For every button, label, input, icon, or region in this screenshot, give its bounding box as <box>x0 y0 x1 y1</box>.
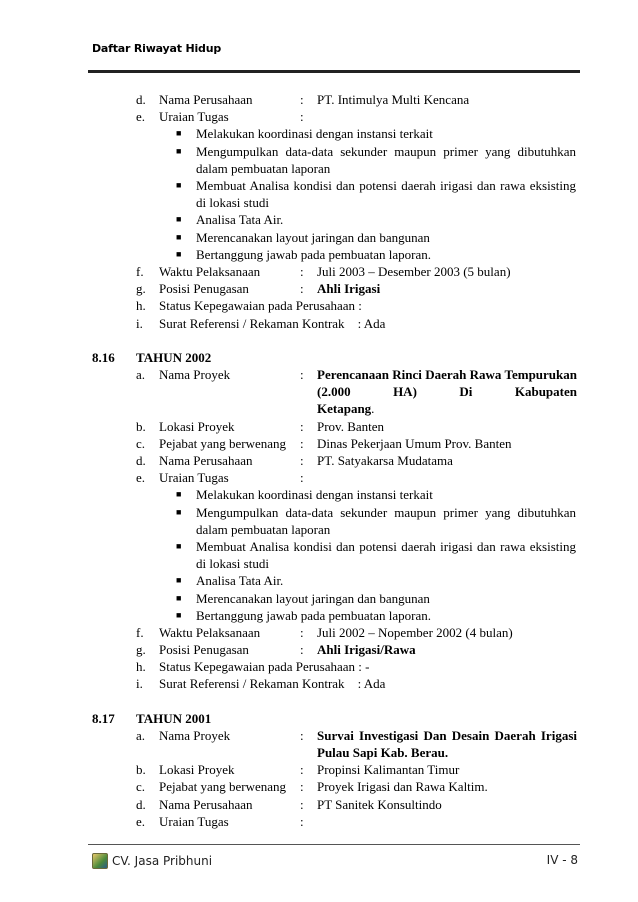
task-bullet-text: Analisa Tata Air. <box>196 212 284 228</box>
entry-project-name <box>0 366 638 418</box>
task-bullet-item <box>0 607 638 624</box>
task-bullet-text: Mengumpulkan data-data sekunder maupun primer yang dibutuhkan dalam pembuatan laporan <box>196 143 576 176</box>
header-divider <box>88 70 580 73</box>
entry-company-name <box>0 796 638 813</box>
entry-colon: : <box>300 452 304 468</box>
square-bullet-icon: ■ <box>176 248 182 259</box>
entry-label: Lokasi Proyek <box>159 762 235 778</box>
task-bullet-item <box>0 229 638 246</box>
entry-letter: i. <box>136 315 143 331</box>
task-bullet-item <box>0 211 638 228</box>
entry-inline-value: : <box>358 298 362 314</box>
entry-task-description <box>0 469 638 486</box>
square-bullet-icon: ■ <box>176 179 182 190</box>
section-number: 8.16 <box>92 349 115 365</box>
task-bullet-item <box>0 177 638 211</box>
document-header-title: Daftar Riwayat Hidup <box>92 42 221 55</box>
entry-label: Pejabat yang berwenang <box>159 435 287 451</box>
entry-value-continued <box>317 400 577 417</box>
entry-colon: : <box>300 779 304 795</box>
entry-project-location <box>0 418 638 435</box>
entry-colon: : <box>300 281 304 297</box>
entry-label: Nama Proyek <box>159 366 231 382</box>
entry-letter: e. <box>136 470 146 486</box>
section-title: TAHUN 2001 <box>136 710 212 726</box>
entry-letter: g. <box>136 642 146 658</box>
entry-assignment-position <box>0 280 638 297</box>
task-bullet-text: Membuat Analisa kondisi dan potensi daerah irigasi dan rawa eksisting di lokasi studi <box>196 538 576 572</box>
square-bullet-icon: ■ <box>176 592 182 603</box>
entry-colon: : <box>300 796 304 812</box>
entry-label: Posisi Penugasan <box>159 642 249 658</box>
entry-value-tail: . <box>371 401 375 417</box>
entry-label <box>159 658 369 675</box>
entry-letter: g. <box>136 281 146 297</box>
entry-colon: : <box>300 435 304 451</box>
entry-project-name <box>0 727 638 761</box>
task-bullet-text: Melakukan koordinasi dengan instansi terkait <box>196 487 433 503</box>
entry-label <box>159 315 385 332</box>
entry-value: Juli 2003 – Desember 2003 (5 bulan) <box>317 264 511 279</box>
entry-label-text: Status Kepegawaian pada Perusahaan <box>159 298 356 314</box>
section-heading-8-17 <box>0 710 638 727</box>
page-number: IV - 8 <box>546 853 578 867</box>
footer-company-name: CV. Jasa Pribhuni <box>112 854 213 868</box>
entry-employment-status <box>0 297 638 314</box>
entry-inline-value: : - <box>358 659 370 675</box>
entry-company-name <box>0 452 638 469</box>
entry-inline-value: : Ada <box>357 676 386 692</box>
footer-divider <box>88 844 580 845</box>
entry-task-description <box>0 813 638 830</box>
entry-value: Proyek Irigasi dan Rawa Kaltim. <box>317 779 488 795</box>
square-bullet-icon: ■ <box>176 575 182 586</box>
entry-letter: e. <box>136 109 146 125</box>
entry-letter: c. <box>136 435 146 451</box>
task-bullet-item <box>0 143 638 177</box>
task-bullet-item <box>0 125 638 142</box>
entry-label <box>159 675 385 692</box>
entry-authorized-official <box>0 435 638 452</box>
entry-label: Lokasi Proyek <box>159 418 235 434</box>
entry-label <box>159 297 362 314</box>
square-bullet-icon: ■ <box>176 231 182 242</box>
entry-value: Ahli Irigasi/Rawa <box>317 642 416 658</box>
entry-letter: c. <box>136 779 146 795</box>
entry-value: PT Sanitek Konsultindo <box>317 796 442 812</box>
entry-label-text: Surat Referensi / Rekaman Kontrak <box>159 676 345 692</box>
square-bullet-icon: ■ <box>176 609 182 620</box>
entry-label: Uraian Tugas <box>159 470 229 486</box>
footer-company <box>92 853 212 869</box>
entry-value: Propinsi Kalimantan Timur <box>317 762 460 778</box>
entry-letter: d. <box>136 92 146 107</box>
entry-letter: h. <box>136 298 146 314</box>
entry-label-text: Status Kepegawaian pada Perusahaan <box>159 659 356 675</box>
entry-authorized-official <box>0 778 638 795</box>
entry-project-location <box>0 761 638 778</box>
entry-colon: : <box>300 470 304 486</box>
entry-value: Survai Investigasi Dan Desain Daerah Irigasi Pulau Sapi Kab. Berau. <box>317 727 577 761</box>
square-bullet-icon: ■ <box>176 128 182 139</box>
square-bullet-icon: ■ <box>176 489 182 500</box>
entry-label: Nama Proyek <box>159 727 231 743</box>
task-bullet-item <box>0 538 638 572</box>
square-bullet-icon: ■ <box>176 214 182 225</box>
entry-value: Dinas Pekerjaan Umum Prov. Banten <box>317 435 512 451</box>
entry-letter: f. <box>136 624 144 640</box>
entry-letter: b. <box>136 418 146 434</box>
document-body <box>0 91 638 830</box>
task-bullet-item <box>0 504 638 538</box>
entry-colon: : <box>300 264 304 279</box>
task-bullet-text: Merencanakan layout jaringan dan bangunan <box>196 229 430 245</box>
square-bullet-icon: ■ <box>176 540 182 551</box>
entry-label: Nama Perusahaan <box>159 92 253 107</box>
entry-letter: h. <box>136 659 146 675</box>
entry-execution-time <box>0 263 638 280</box>
entry-colon: : <box>300 813 304 829</box>
entry-label: Pejabat yang berwenang <box>159 779 287 795</box>
entry-colon: : <box>300 624 304 640</box>
section-number: 8.17 <box>92 710 115 726</box>
task-bullet-text: Analisa Tata Air. <box>196 573 284 589</box>
task-bullet-text: Bertanggung jawab pada pembuatan laporan. <box>196 246 431 262</box>
entry-label: Uraian Tugas <box>159 813 229 829</box>
entry-value: PT. Satyakarsa Mudatama <box>317 452 453 468</box>
entry-label: Waktu Pelaksanaan <box>159 264 261 279</box>
entry-label: Uraian Tugas <box>159 109 229 125</box>
entry-letter: d. <box>136 452 146 468</box>
entry-colon: : <box>300 727 304 743</box>
entry-value: Juli 2002 – Nopember 2002 (4 bulan) <box>317 624 513 640</box>
task-bullet-text: Membuat Analisa kondisi dan potensi daerah irigasi dan rawa eksisting di lokasi studi <box>196 177 576 211</box>
entry-value: Prov. Banten <box>317 418 385 434</box>
entry-letter: b. <box>136 762 146 778</box>
entry-value-underlined: Ketapang <box>317 401 372 417</box>
entry-employment-status <box>0 658 638 675</box>
entry-task-description <box>0 108 638 125</box>
section-title: TAHUN 2002 <box>136 349 212 365</box>
square-bullet-icon: ■ <box>176 145 182 156</box>
entry-colon: : <box>300 642 304 658</box>
task-bullet-item <box>0 590 638 607</box>
entry-letter: d. <box>136 796 146 812</box>
entry-label: Nama Perusahaan <box>159 452 253 468</box>
entry-colon: : <box>300 366 304 382</box>
task-bullet-text: Merencanakan layout jaringan dan bangunan <box>196 590 430 606</box>
entry-colon: : <box>300 92 304 107</box>
entry-letter: i. <box>136 676 143 692</box>
entry-colon: : <box>300 109 304 125</box>
entry-letter: a. <box>136 366 146 382</box>
task-bullet-item <box>0 246 638 263</box>
entry-colon: : <box>300 762 304 778</box>
entry-label: Nama Perusahaan <box>159 796 253 812</box>
entry-label-text: Surat Referensi / Rekaman Kontrak <box>159 315 345 331</box>
entry-letter: a. <box>136 727 146 743</box>
task-bullet-text: Melakukan koordinasi dengan instansi terkait <box>196 126 433 142</box>
entry-label: Waktu Pelaksanaan <box>159 624 261 640</box>
entry-value: PT. Intimulya Multi Kencana <box>317 92 470 107</box>
task-bullet-text: Mengumpulkan data-data sekunder maupun primer yang dibutuhkan dalam pembuatan laporan <box>196 504 576 537</box>
section-heading-8-16 <box>0 349 638 366</box>
square-bullet-icon: ■ <box>176 506 182 517</box>
entry-letter: f. <box>136 264 144 279</box>
entry-inline-value: : Ada <box>357 315 386 331</box>
entry-value: Perencanaan Rinci Daerah Rawa Tempurukan (2.000 HA) Di Kabupaten <box>317 366 577 400</box>
company-logo-icon <box>92 853 108 869</box>
entry-letter: e. <box>136 813 146 829</box>
entry-value: Ahli Irigasi <box>317 281 381 297</box>
entry-execution-time <box>0 624 638 641</box>
entry-colon: : <box>300 418 304 434</box>
task-bullet-item <box>0 486 638 503</box>
entry-label: Posisi Penugasan <box>159 281 249 297</box>
entry-reference-letter <box>0 675 638 692</box>
entry-company-name <box>0 91 638 108</box>
entry-assignment-position <box>0 641 638 658</box>
task-bullet-item <box>0 572 638 589</box>
task-bullet-text: Bertanggung jawab pada pembuatan laporan. <box>196 607 431 623</box>
entry-reference-letter <box>0 315 638 332</box>
